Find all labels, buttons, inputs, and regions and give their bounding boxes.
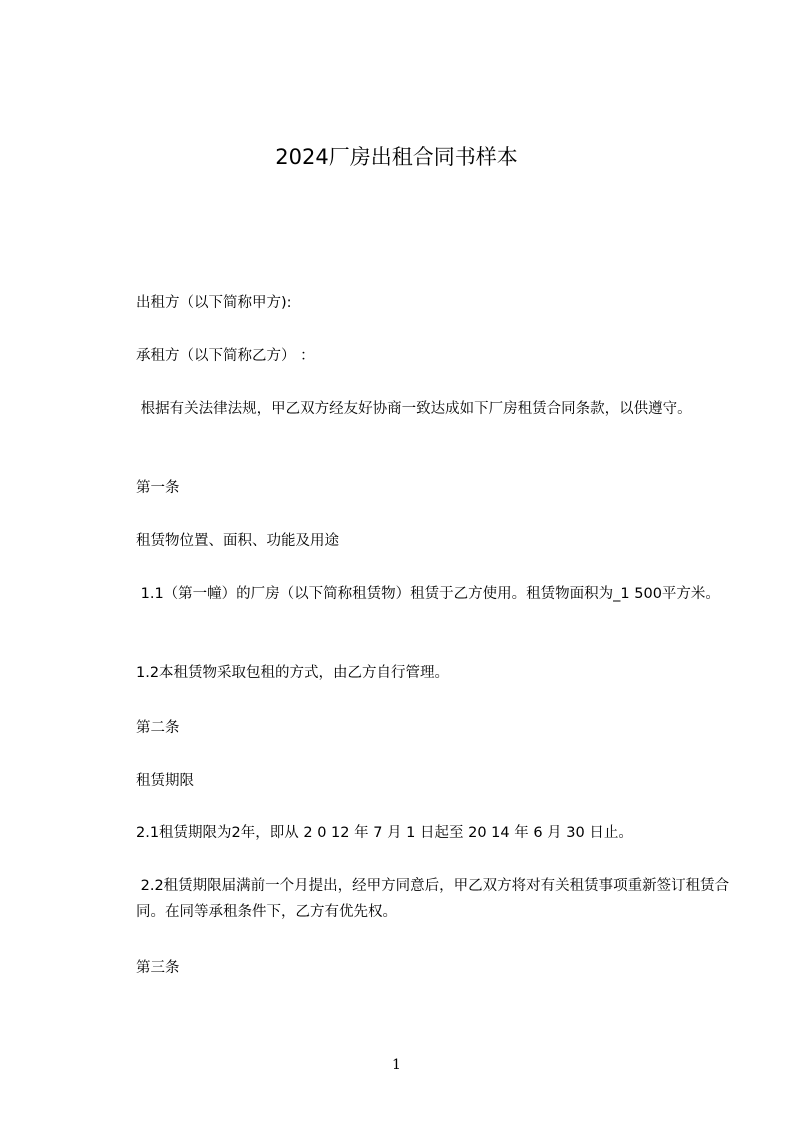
preamble-paragraph: 根据有关法律法规，甲乙双方经友好协商一致达成如下厂房租赁合同条款，以供遵守。 bbox=[136, 401, 692, 417]
clause-2-1: 2.1租赁期限为2年，即从 2 0 12 年 7 月 1 日起至 20 14 年 6 月 30 日止。 bbox=[136, 825, 633, 841]
lessor-line: 出租方（以下简称甲方): bbox=[136, 295, 292, 311]
page-number: 1 bbox=[392, 1057, 401, 1073]
article-1-title: 租赁物位置、面积、功能及用途 bbox=[136, 533, 339, 549]
clause-1-1: 1.1（第一幢）的厂房（以下简称租赁物）租赁于乙方使用。租赁物面积为_1 500平方米。 bbox=[136, 586, 720, 602]
lessee-line: 承租方（以下简称乙方） ： bbox=[136, 348, 315, 364]
article-1-heading: 第一条 bbox=[136, 480, 180, 496]
clause-1-2: 1.2本租赁物采取包租的方式，由乙方自行管理。 bbox=[136, 665, 450, 681]
document-title: 2024厂房出租合同书样本 bbox=[275, 145, 518, 169]
article-2-heading: 第二条 bbox=[136, 720, 180, 736]
clause-2-2: 2.2租赁期限届满前一个月提出，经甲方同意后，甲乙双方将对有关租赁事项重新签订租赁合同。在同等承租条件下，乙方有优先权。 bbox=[136, 878, 730, 920]
article-2-title: 租赁期限 bbox=[136, 773, 194, 789]
article-3-heading: 第三条 bbox=[136, 960, 180, 976]
